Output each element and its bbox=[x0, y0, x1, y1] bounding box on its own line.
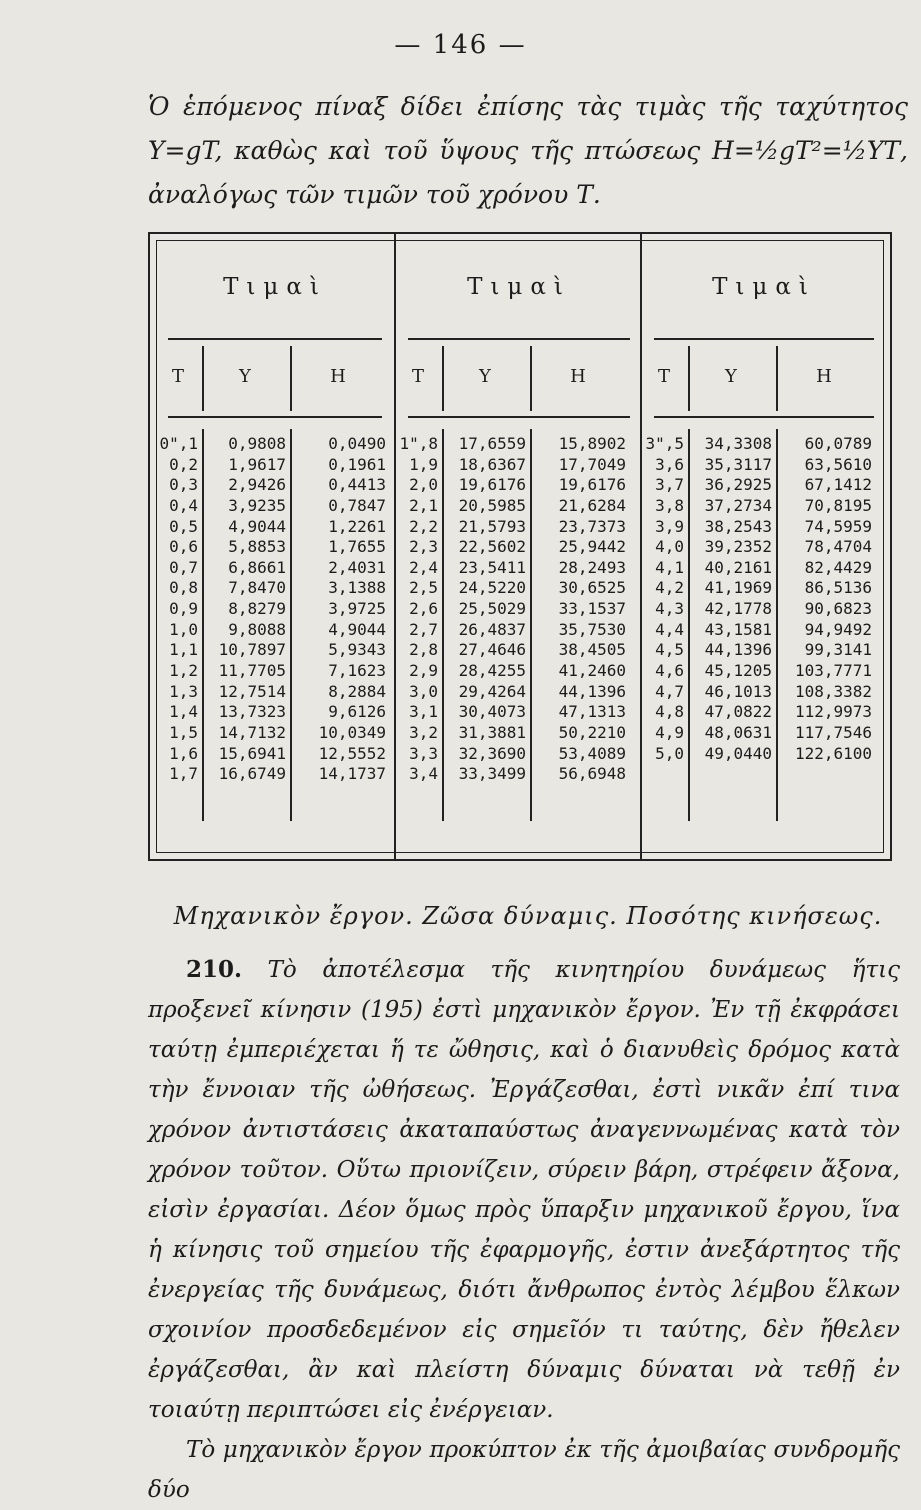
paragraph-text: Τὸ μηχανικὸν ἔργον προκύπτον ἐκ τῆς ἀμοιβαίας συνδρομῆς δύο bbox=[148, 1437, 900, 1503]
table-row bbox=[642, 620, 886, 641]
time-cell: 0,6 bbox=[169, 537, 198, 557]
time-cell: 2,1 bbox=[409, 495, 438, 515]
table-row bbox=[396, 558, 642, 579]
paragraph-text: Τὸ ἀποτέλεσμα τῆς κινητηρίου δυνάμεως ἥτις προξενεῖ κίνησιν (195) ἐστὶ μηχανικὸν ἔργον. Ἐν τῇ ἐκφράσει ταύτῃ ἐμπεριέχεται ἥ τε ὤθησις, καὶ ὁ διανυθεὶς δρόμος κατὰ τὴν ἔννοιαν τῆς ὠθήσεως. Ἐργάζεσθαι, ἐστὶ νικᾶν ἐπί τινα χρόνον ἀντιστάσεις ἀκαταπαύστως ἀναγεννωμένας κατὰ τὸν χρόνον τοῦτον. Οὕτω πριονίζειν, σύρειν βάρη, στρέφειν ἄξονα, εἰσὶν ἐργασίαι. Δέον ὅμως πρὸς ὕπαρξιν μηχανικοῦ ἔργου, ἵνα ἡ κίνησις τοῦ σημείου τῆς ἐφαρμογῆς, ἐστιν ἀνεξάρτητος τῆς ἐνεργείας τῆς δυνάμεως, διότι ἄνθρωπος ἐντὸς λέμβου ἕλκων σχοινίον προσδεδεμένον εἰς σημεῖόν τι ταύτης, δὲν ἤθελεν ἐργάζεσθαι, ἂν καὶ πλείστη δύναμις δύναται νὰ τεθῇ ἐν τοιαύτῃ περιπτώσει εἰς ἐνέργειαν. bbox=[148, 957, 901, 1423]
time-cell: 1,7 bbox=[169, 764, 198, 784]
velocity-cell: 32,3690 bbox=[458, 743, 526, 763]
time-cell: 1,5 bbox=[169, 722, 198, 742]
table-rows bbox=[396, 434, 642, 785]
velocity-cell: 23,5411 bbox=[458, 557, 526, 577]
table-row bbox=[642, 434, 886, 455]
velocity-cell: 5,8853 bbox=[228, 537, 286, 557]
velocity-cell: 11,7705 bbox=[218, 661, 286, 681]
time-cell: 4,3 bbox=[655, 599, 684, 619]
velocity-cell: 43,1581 bbox=[704, 619, 772, 639]
velocity-cell: 36,2925 bbox=[704, 475, 772, 495]
time-cell: 2,5 bbox=[409, 578, 438, 598]
height-cell: 56,6948 bbox=[558, 764, 626, 784]
time-cell: 1,0 bbox=[169, 619, 198, 639]
time-cell: 0,3 bbox=[169, 475, 198, 495]
column-header: Τ bbox=[171, 366, 184, 387]
height-cell: 38,4505 bbox=[558, 640, 626, 660]
time-cell: 0,4 bbox=[169, 495, 198, 515]
time-cell: 3,0 bbox=[409, 681, 438, 701]
table-row bbox=[642, 475, 886, 496]
time-cell: 3",5 bbox=[645, 434, 684, 453]
time-cell: 1,1 bbox=[169, 640, 198, 660]
table-row bbox=[396, 723, 642, 744]
time-cell: 5,0 bbox=[655, 743, 684, 763]
header-rule bbox=[408, 416, 630, 418]
time-cell: 3,6 bbox=[655, 454, 684, 474]
table-row bbox=[156, 702, 394, 723]
velocity-cell: 18,6367 bbox=[458, 454, 526, 474]
table-row bbox=[642, 599, 886, 620]
group-title: Τιμαὶ bbox=[467, 274, 571, 300]
time-cell: 1,3 bbox=[169, 681, 198, 701]
table-row bbox=[396, 764, 642, 785]
velocity-cell: 12,7514 bbox=[218, 681, 286, 701]
column-rule bbox=[202, 346, 204, 411]
column-header: Η bbox=[816, 366, 832, 387]
velocity-cell: 44,1396 bbox=[704, 640, 772, 660]
height-cell: 30,6525 bbox=[558, 578, 626, 598]
height-cell: 41,2460 bbox=[558, 661, 626, 681]
height-cell: 4,9044 bbox=[328, 619, 386, 639]
velocity-cell: 10,7897 bbox=[218, 640, 286, 660]
table-row bbox=[156, 723, 394, 744]
table-row bbox=[156, 599, 394, 620]
time-cell: 0,7 bbox=[169, 557, 198, 577]
velocity-cell: 27,4646 bbox=[458, 640, 526, 660]
table-row bbox=[642, 723, 886, 744]
table-row bbox=[156, 455, 394, 476]
velocity-cell: 46,1013 bbox=[704, 681, 772, 701]
time-cell: 4,0 bbox=[655, 537, 684, 557]
height-cell: 3,1388 bbox=[328, 578, 386, 598]
table-row bbox=[642, 640, 886, 661]
height-cell: 21,6284 bbox=[558, 495, 626, 515]
table-row bbox=[396, 744, 642, 765]
table-row bbox=[156, 640, 394, 661]
time-cell: 2,6 bbox=[409, 599, 438, 619]
time-cell: 4,4 bbox=[655, 619, 684, 639]
table-row bbox=[396, 640, 642, 661]
velocity-cell: 42,1778 bbox=[704, 599, 772, 619]
velocity-cell: 38,2543 bbox=[704, 516, 772, 536]
height-cell: 78,4704 bbox=[804, 537, 872, 557]
table-row bbox=[396, 537, 642, 558]
time-cell: 4,1 bbox=[655, 557, 684, 577]
table-row bbox=[642, 682, 886, 703]
velocity-cell: 28,4255 bbox=[458, 661, 526, 681]
column-header: Τ bbox=[657, 366, 670, 387]
group-title: Τιμαὶ bbox=[712, 274, 816, 300]
time-cell: 0,2 bbox=[169, 454, 198, 474]
time-cell: 3,7 bbox=[655, 475, 684, 495]
group-title: Τιμαὶ bbox=[223, 274, 327, 300]
column-header: Η bbox=[570, 366, 586, 387]
time-cell: 2,8 bbox=[409, 640, 438, 660]
table-row bbox=[156, 578, 394, 599]
time-cell: 0,8 bbox=[169, 578, 198, 598]
time-cell: 2,4 bbox=[409, 557, 438, 577]
velocity-cell: 30,4073 bbox=[458, 702, 526, 722]
table-row bbox=[642, 661, 886, 682]
page-number: — 146 — bbox=[394, 30, 527, 60]
height-cell: 90,6823 bbox=[804, 599, 872, 619]
velocity-cell: 16,6749 bbox=[218, 764, 286, 784]
time-cell: 1",8 bbox=[399, 434, 438, 453]
height-cell: 28,2493 bbox=[558, 557, 626, 577]
time-cell: 0,5 bbox=[169, 516, 198, 536]
height-cell: 67,1412 bbox=[804, 475, 872, 495]
table-rows bbox=[156, 434, 394, 785]
time-cell: 2,7 bbox=[409, 619, 438, 639]
height-cell: 8,2884 bbox=[328, 681, 386, 701]
height-cell: 0,4413 bbox=[328, 475, 386, 495]
time-cell: 4,2 bbox=[655, 578, 684, 598]
intro-text: Ὁ ἑπόμενος πίναξ δίδει ἐπίσης τὰς τιμὰς τῆς ταχύτητος Υ=gT, καθὼς καὶ τοῦ ὕψους τῆς πτώσεως Η=½gT²=½ΥΤ, ἀναλόγως τῶν τιμῶν τοῦ χρόνου Τ. bbox=[148, 92, 908, 209]
table-row bbox=[396, 517, 642, 538]
header-rule bbox=[168, 416, 382, 418]
column-rule bbox=[688, 346, 690, 411]
velocity-cell: 22,5602 bbox=[458, 537, 526, 557]
column-header: Υ bbox=[725, 366, 737, 387]
height-cell: 3,9725 bbox=[328, 599, 386, 619]
velocity-cell: 2,9426 bbox=[228, 475, 286, 495]
time-cell: 3,4 bbox=[409, 764, 438, 784]
table-row bbox=[156, 517, 394, 538]
table-row bbox=[396, 620, 642, 641]
velocity-cell: 37,2734 bbox=[704, 495, 772, 515]
time-cell: 1,9 bbox=[409, 454, 438, 474]
table-row bbox=[642, 744, 886, 765]
velocity-cell: 25,5029 bbox=[458, 599, 526, 619]
section-caption: Μηχανικὸν ἔργον. Ζῶσα δύναμις. Ποσότης κινήσεως. bbox=[173, 902, 883, 930]
height-cell: 9,6126 bbox=[328, 702, 386, 722]
table-row bbox=[396, 455, 642, 476]
table-row bbox=[156, 620, 394, 641]
velocity-cell: 47,0822 bbox=[704, 702, 772, 722]
velocity-cell: 34,3308 bbox=[704, 434, 772, 453]
height-cell: 86,5136 bbox=[804, 578, 872, 598]
time-cell: 2,0 bbox=[409, 475, 438, 495]
paragraph-210 bbox=[148, 950, 900, 1430]
velocity-cell: 0,9808 bbox=[228, 434, 286, 453]
time-cell: 3,8 bbox=[655, 495, 684, 515]
velocity-cell: 7,8470 bbox=[228, 578, 286, 598]
table-group-1 bbox=[156, 234, 394, 859]
title-rule bbox=[408, 338, 630, 340]
height-cell: 15,8902 bbox=[558, 434, 626, 453]
table-rows bbox=[642, 434, 886, 764]
column-rule bbox=[530, 346, 532, 411]
column-rule bbox=[442, 346, 444, 411]
height-cell: 63,5610 bbox=[804, 454, 872, 474]
velocity-cell: 26,4837 bbox=[458, 619, 526, 639]
header-rule bbox=[654, 416, 874, 418]
time-cell: 4,5 bbox=[655, 640, 684, 660]
intro-paragraph bbox=[148, 85, 908, 217]
table-row bbox=[156, 434, 394, 455]
height-cell: 70,8195 bbox=[804, 495, 872, 515]
time-cell: 3,2 bbox=[409, 722, 438, 742]
height-cell: 108,3382 bbox=[794, 681, 872, 701]
table-row bbox=[156, 475, 394, 496]
table-row bbox=[642, 455, 886, 476]
time-cell: 1,6 bbox=[169, 743, 198, 763]
height-cell: 10,0349 bbox=[318, 722, 386, 742]
table-row bbox=[156, 661, 394, 682]
table-row bbox=[642, 496, 886, 517]
velocity-cell: 31,3881 bbox=[458, 722, 526, 742]
velocity-cell: 33,3499 bbox=[458, 764, 526, 784]
paragraph-number: 210. bbox=[186, 956, 243, 983]
velocity-cell: 35,3117 bbox=[704, 454, 772, 474]
velocity-cell: 1,9617 bbox=[228, 454, 286, 474]
height-cell: 0,1961 bbox=[328, 454, 386, 474]
height-cell: 7,1623 bbox=[328, 661, 386, 681]
table-row bbox=[642, 702, 886, 723]
height-cell: 35,7530 bbox=[558, 619, 626, 639]
table-row bbox=[156, 558, 394, 579]
time-cell: 4,8 bbox=[655, 702, 684, 722]
table-row bbox=[156, 744, 394, 765]
height-cell: 0,7847 bbox=[328, 495, 386, 515]
table-row bbox=[396, 599, 642, 620]
velocity-cell: 48,0631 bbox=[704, 722, 772, 742]
table-row bbox=[156, 496, 394, 517]
height-cell: 0,0490 bbox=[328, 434, 386, 453]
velocity-cell: 41,1969 bbox=[704, 578, 772, 598]
time-cell: 2,2 bbox=[409, 516, 438, 536]
table-row bbox=[642, 537, 886, 558]
velocity-cell: 20,5985 bbox=[458, 495, 526, 515]
time-cell: 3,1 bbox=[409, 702, 438, 722]
column-header: Υ bbox=[239, 366, 251, 387]
velocity-cell: 15,6941 bbox=[218, 743, 286, 763]
velocity-cell: 39,2352 bbox=[704, 537, 772, 557]
velocity-cell: 49,0440 bbox=[704, 743, 772, 763]
table-row bbox=[396, 578, 642, 599]
height-cell: 117,7546 bbox=[794, 722, 872, 742]
table-row bbox=[156, 764, 394, 785]
height-cell: 12,5552 bbox=[318, 743, 386, 763]
time-cell: 4,7 bbox=[655, 681, 684, 701]
title-rule bbox=[654, 338, 874, 340]
height-cell: 23,7373 bbox=[558, 516, 626, 536]
velocity-cell: 8,8279 bbox=[228, 599, 286, 619]
height-cell: 5,9343 bbox=[328, 640, 386, 660]
table-row bbox=[156, 537, 394, 558]
height-cell: 99,3141 bbox=[804, 640, 872, 660]
table-row bbox=[396, 496, 642, 517]
velocity-cell: 14,7132 bbox=[218, 722, 286, 742]
time-cell: 1,4 bbox=[169, 702, 198, 722]
velocity-cell: 45,1205 bbox=[704, 661, 772, 681]
table-group-2 bbox=[394, 234, 642, 859]
table-row bbox=[642, 558, 886, 579]
time-cell: 3,3 bbox=[409, 743, 438, 763]
height-cell: 19,6176 bbox=[558, 475, 626, 495]
velocity-cell: 19,6176 bbox=[458, 475, 526, 495]
velocity-cell: 24,5220 bbox=[458, 578, 526, 598]
table-row bbox=[396, 702, 642, 723]
table-row bbox=[396, 434, 642, 455]
velocity-cell: 17,6559 bbox=[458, 434, 526, 453]
time-cell: 0,9 bbox=[169, 599, 198, 619]
height-cell: 33,1537 bbox=[558, 599, 626, 619]
height-cell: 1,2261 bbox=[328, 516, 386, 536]
table-row bbox=[156, 682, 394, 703]
height-cell: 53,4089 bbox=[558, 743, 626, 763]
height-cell: 103,7771 bbox=[794, 661, 872, 681]
time-cell: 2,3 bbox=[409, 537, 438, 557]
velocity-cell: 9,8088 bbox=[228, 619, 286, 639]
section-body bbox=[148, 950, 900, 1510]
height-cell: 60,0789 bbox=[804, 434, 872, 453]
height-cell: 14,1737 bbox=[318, 764, 386, 784]
column-header: Η bbox=[330, 366, 346, 387]
height-cell: 112,9973 bbox=[794, 702, 872, 722]
velocity-cell: 13,7323 bbox=[218, 702, 286, 722]
height-cell: 1,7655 bbox=[328, 537, 386, 557]
height-cell: 122,6100 bbox=[794, 743, 872, 763]
table-row bbox=[642, 578, 886, 599]
height-cell: 94,9492 bbox=[804, 619, 872, 639]
velocity-cell: 40,2161 bbox=[704, 557, 772, 577]
title-rule bbox=[168, 338, 382, 340]
time-cell: 0",1 bbox=[159, 434, 198, 453]
time-cell: 1,2 bbox=[169, 661, 198, 681]
height-cell: 25,9442 bbox=[558, 537, 626, 557]
velocity-cell: 29,4264 bbox=[458, 681, 526, 701]
table-row bbox=[642, 517, 886, 538]
column-header: Τ bbox=[411, 366, 424, 387]
table-row bbox=[396, 661, 642, 682]
height-cell: 47,1313 bbox=[558, 702, 626, 722]
velocity-cell: 4,9044 bbox=[228, 516, 286, 536]
time-cell: 3,9 bbox=[655, 516, 684, 536]
velocity-cell: 6,8661 bbox=[228, 557, 286, 577]
height-cell: 74,5959 bbox=[804, 516, 872, 536]
column-rule bbox=[776, 346, 778, 411]
time-cell: 4,9 bbox=[655, 722, 684, 742]
table-row bbox=[396, 682, 642, 703]
height-cell: 44,1396 bbox=[558, 681, 626, 701]
height-cell: 17,7049 bbox=[558, 454, 626, 474]
time-cell: 2,9 bbox=[409, 661, 438, 681]
column-rule bbox=[290, 346, 292, 411]
height-cell: 2,4031 bbox=[328, 557, 386, 577]
column-header: Υ bbox=[479, 366, 491, 387]
height-cell: 50,2210 bbox=[558, 722, 626, 742]
velocity-cell: 3,9235 bbox=[228, 495, 286, 515]
time-cell: 4,6 bbox=[655, 661, 684, 681]
values-table bbox=[148, 232, 892, 861]
table-row bbox=[396, 475, 642, 496]
paragraph-continuation bbox=[148, 1430, 900, 1510]
velocity-cell: 21,5793 bbox=[458, 516, 526, 536]
table-group-3 bbox=[640, 234, 886, 859]
height-cell: 82,4429 bbox=[804, 557, 872, 577]
